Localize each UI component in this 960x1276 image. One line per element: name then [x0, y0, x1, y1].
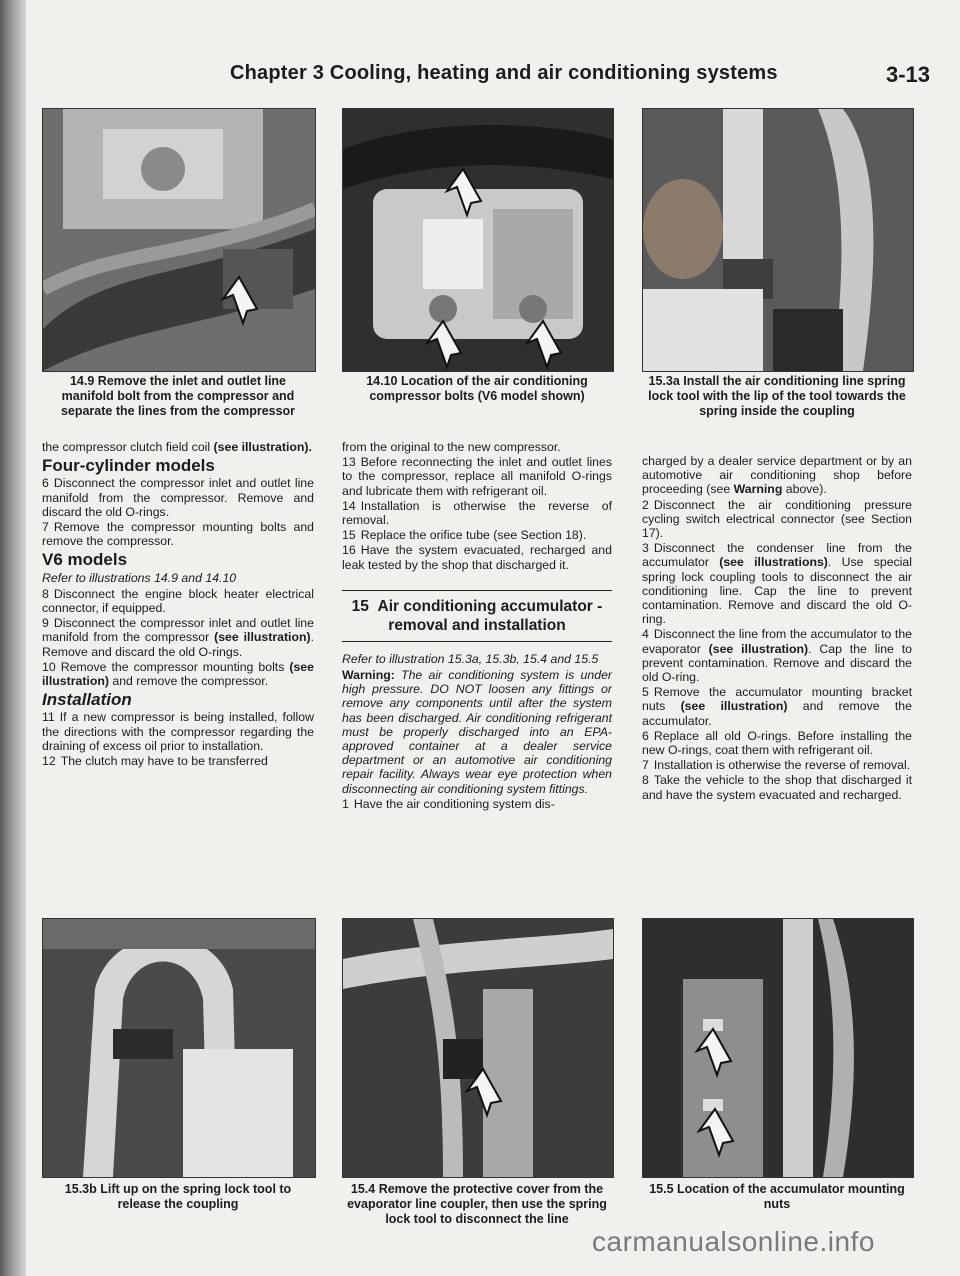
paragraph: charged by a dealer service department or by an automotive air conditioning shop before proceeding (see Warning above).: [642, 454, 912, 497]
photo-15-3b: [42, 918, 316, 1178]
section-rule-top: [342, 590, 612, 591]
step-2: 2 Disconnect the air conditioning pressure cycling switch electrical connector (see Section 17).: [642, 497, 912, 541]
text-column-3: [642, 454, 912, 803]
caption-15-3a: 15.3a Install the air conditioning line spring lock tool with the lip of the tool towards the spring inside the coupling: [648, 374, 906, 418]
text-column-2: [342, 440, 612, 812]
photo-14-10: [342, 108, 614, 372]
heading-v6: V6 models: [42, 550, 128, 570]
step-6: 6 Disconnect the compressor inlet and outlet line manifold from the compressor. Remove and discard the old O-rings.: [42, 476, 314, 519]
step-3: 3 Disconnect the condenser line from the accumulator (see illustrations). Use special spring lock coupling tools to disconnect the air conditioning line. Cap the line to prevent contamination. Remove and discard the old O-ring.: [642, 541, 912, 627]
step-10: 10 Remove the compressor mounting bolts (see illustration) and remove the compressor.: [42, 659, 314, 689]
step-13: 13 Before reconnecting the inlet and outlet lines to the compressor, replace all manifold O-rings and lubricate them with refrigerant oil.: [342, 455, 612, 498]
step-11: 11 If a new compressor is being installed, follow the directions with the compressor regarding the draining of excess oil prior to installation.: [42, 710, 314, 753]
step-9: 9 Disconnect the compressor inlet and outlet line manifold from the compressor (see illustration). Remove and discard the old O-rings.: [42, 616, 314, 659]
step-16: 16 Have the system evacuated, recharged and leak tested by the shop that discharged it.: [342, 543, 612, 572]
caption-15-3b: 15.3b Lift up on the spring lock tool to release the coupling: [64, 1182, 292, 1211]
paragraph: from the original to the new compressor.: [342, 440, 561, 454]
step-8: 8 Disconnect the engine block heater electrical connector, if equipped.: [42, 586, 314, 616]
step-4: 4 Disconnect the line from the accumulator to the evaporator (see illustration). Cap the line to prevent contamination. Remove and discard the old O-ring.: [642, 627, 912, 685]
section-title: 15 Air conditioning accumulator - removal and installation: [351, 597, 603, 634]
photo-15-3a: [642, 108, 914, 372]
paragraph: the compressor clutch field coil (see illustration).: [42, 440, 312, 454]
photo-15-4: [342, 918, 614, 1178]
step-5: 5 Remove the accumulator mounting bracket nuts (see illustration) and remove the accumulator.: [642, 685, 912, 728]
heading-installation: Installation: [42, 690, 132, 710]
page-header: [230, 62, 930, 94]
step-7: 7 Installation is otherwise the reverse of removal.: [642, 758, 911, 773]
step-7: 7 Remove the compressor mounting bolts and remove the compressor.: [42, 520, 314, 549]
page-binding-edge: [0, 0, 26, 1276]
chapter-title: Chapter 3 Cooling, heating and air conditioning systems: [230, 62, 778, 84]
photo-14-9: [42, 108, 316, 372]
caption-15-5: 15.5 Location of the accumulator mounting nuts: [649, 1182, 905, 1211]
caption-14-10: 14.10 Location of the air conditioning compressor bolts (V6 model shown): [366, 374, 588, 403]
photo-15-5: [642, 918, 914, 1178]
section-rule-bottom: [342, 641, 612, 642]
step-12: 12 The clutch may have to be transferred: [42, 754, 268, 769]
step-8: 8 Take the vehicle to the shop that discharged it and have the system evacuated and recharged.: [642, 773, 912, 802]
caption-14-9: 14.9 Remove the inlet and outlet line manifold bolt from the compressor and separate the lines from the compressor: [60, 374, 296, 418]
text-column-1: [42, 440, 314, 769]
reference-note: Refer to illustration 15.3a, 15.3b, 15.4 and 15.5: [342, 651, 599, 666]
step-1: 1 Have the air conditioning system dis-: [342, 796, 555, 811]
page-number: 3-13: [885, 62, 930, 87]
reference-note: Refer to illustrations 14.9 and 14.10: [42, 570, 237, 585]
watermark-text: carmanualsonline.info: [592, 1226, 875, 1257]
step-15: 15 Replace the orifice tube (see Section 18).: [342, 528, 587, 543]
step-6: 6 Replace all old O-rings. Before installing the new O-rings, coat them with refrigerant oil.: [642, 728, 912, 758]
caption-15-4: 15.4 Remove the protective cover from the evaporator line coupler, then use the spring lock tool to disconnect the line: [347, 1182, 607, 1226]
warning-note: Warning: The air conditioning system is under high pressure. DO NOT loosen any fittings or remove any components until after the system has been discharged. Air conditioning refrigerant must be properly discharged into an EPA-approved container at a dealer service department or an automotive air conditioning repair facility. Always wear eye protection when disconnecting air conditioning system fittings.: [342, 668, 612, 796]
heading-four-cylinder: Four-cylinder models: [42, 456, 215, 476]
step-14: 14 Installation is otherwise the reverse of removal.: [342, 498, 612, 528]
